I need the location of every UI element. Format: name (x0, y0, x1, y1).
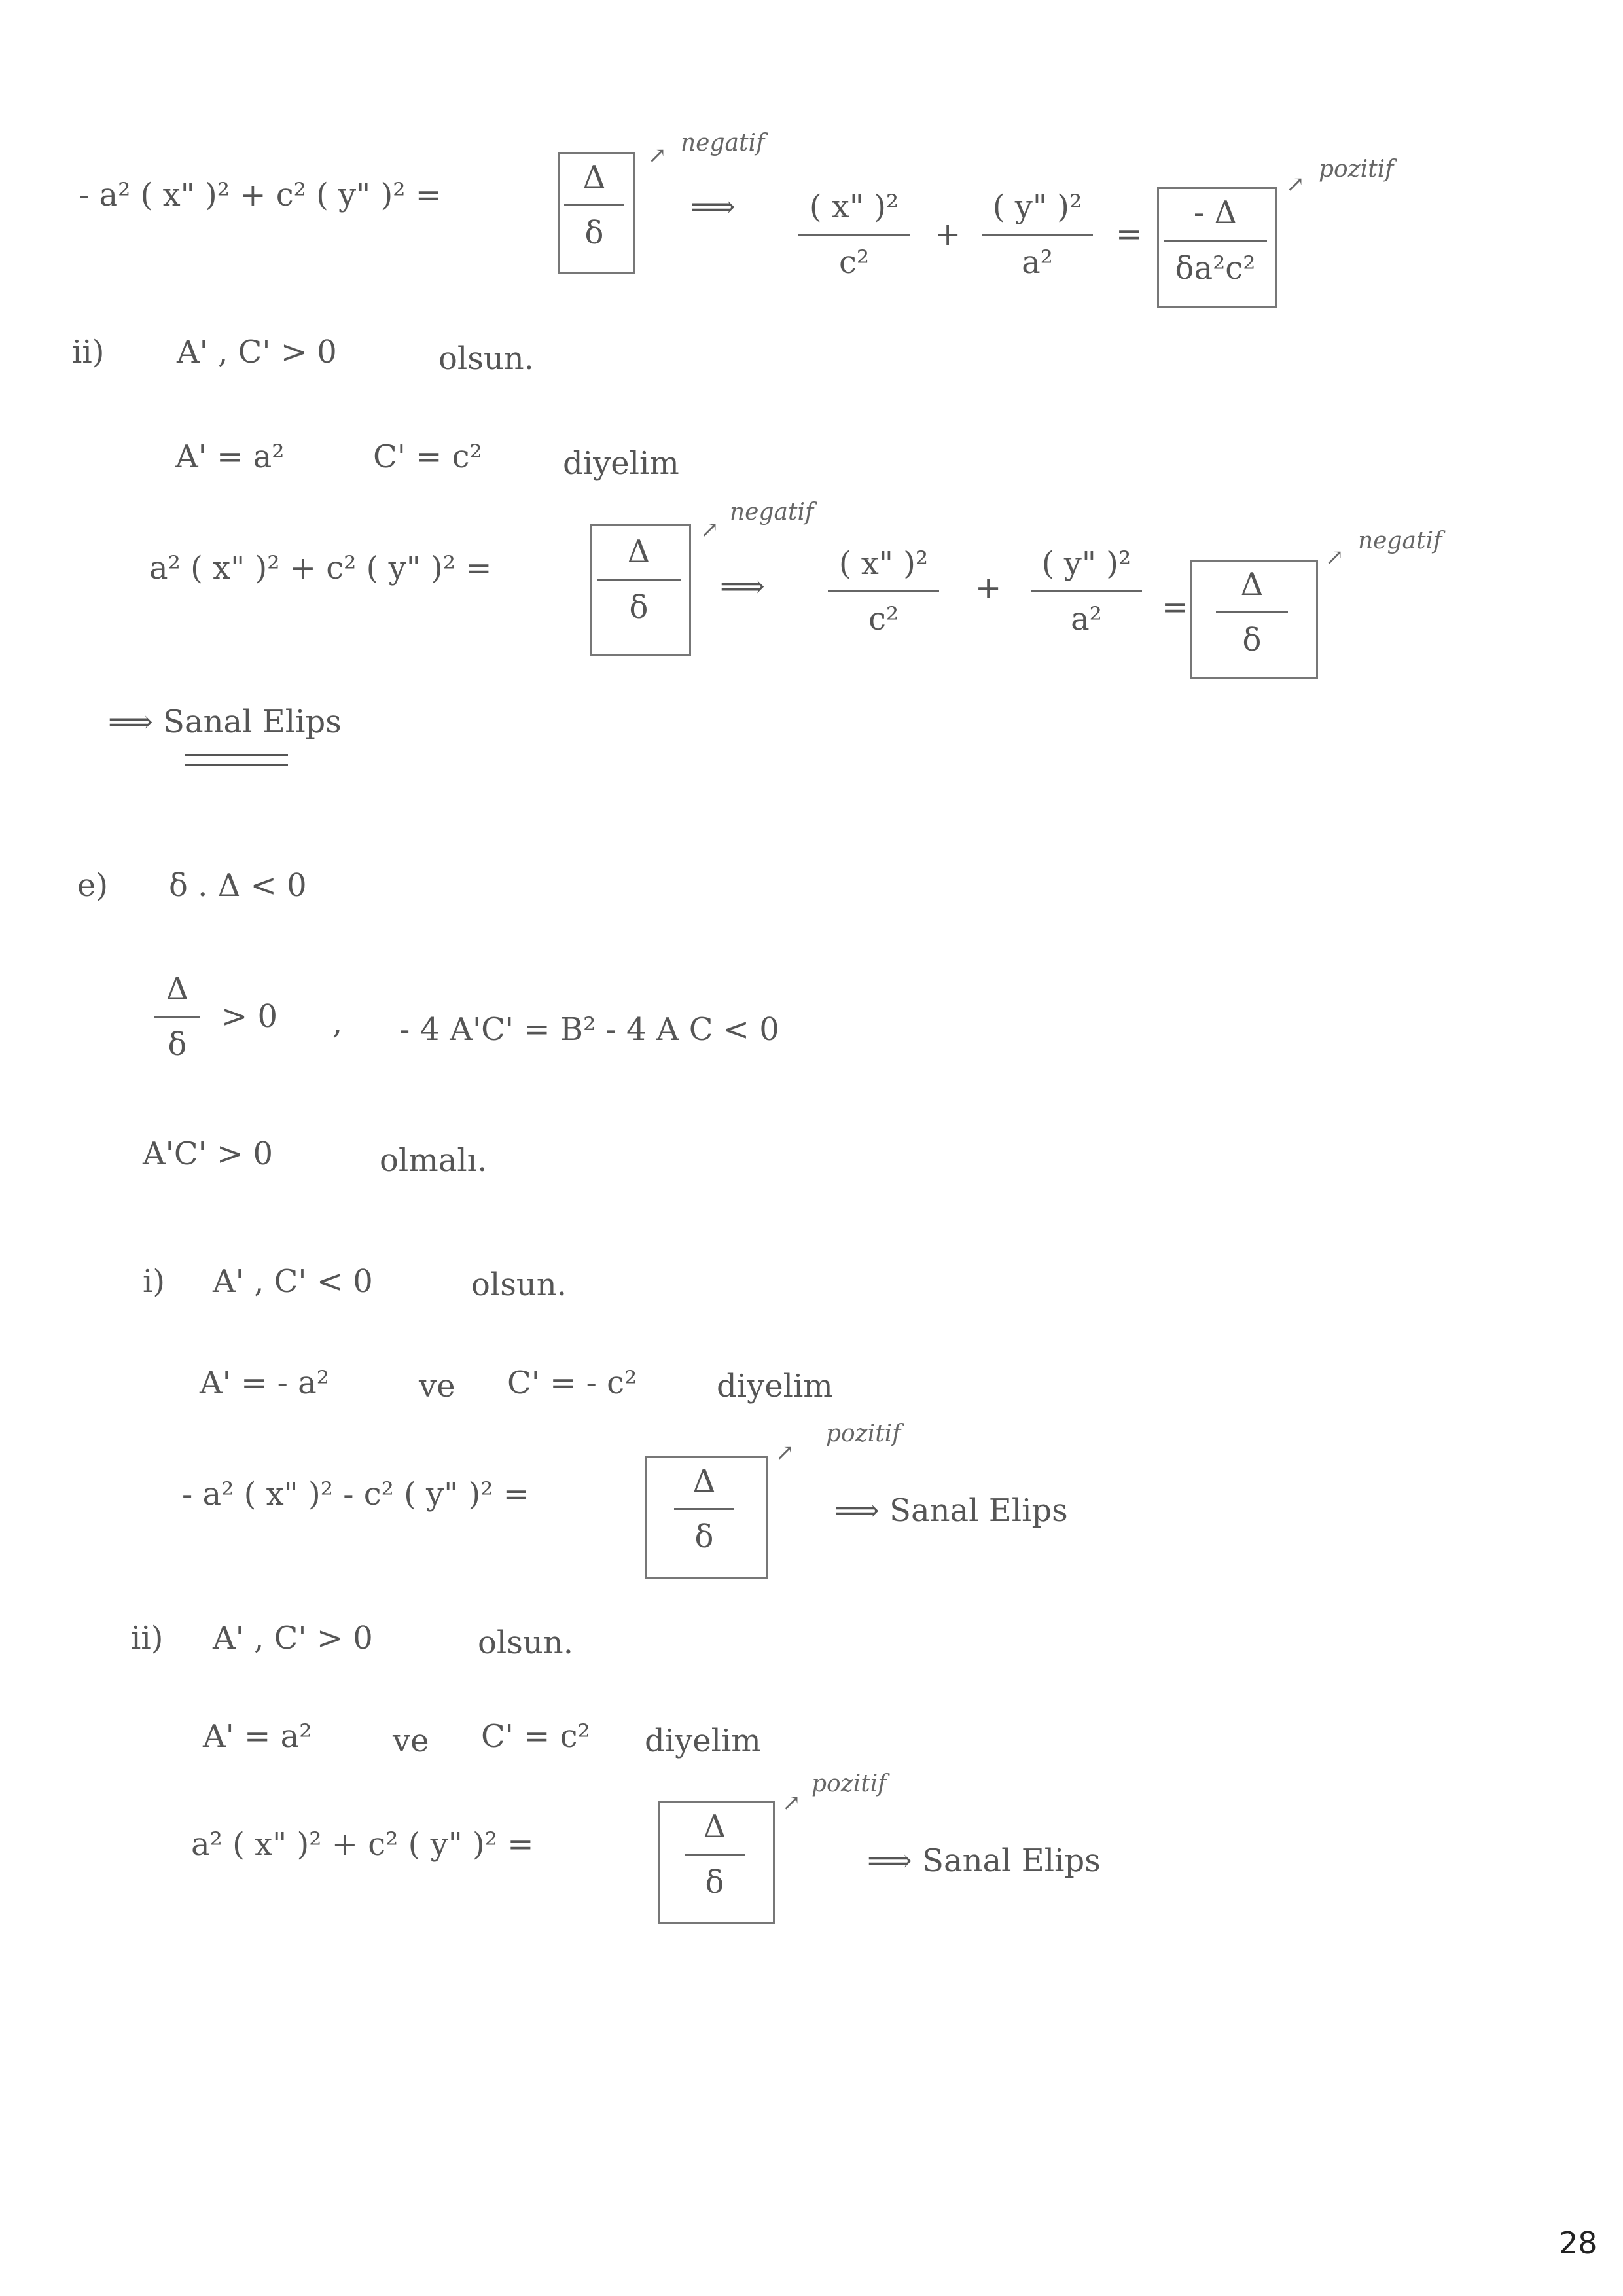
annotation-arrow: ↗ (1286, 171, 1305, 198)
fraction-x-over-c (798, 187, 910, 283)
comma: , (332, 1005, 343, 1041)
implies-symbol: ⟹ (690, 188, 736, 225)
annotation-note: negatif (1358, 528, 1442, 554)
case-label: e) (77, 867, 109, 904)
implies-symbol: ⟹ (720, 568, 765, 605)
equation-2-lhs: a² ( x" )² + c² ( y" )² = (149, 550, 492, 586)
fraction-y-over-a (1031, 543, 1142, 640)
definition-word: diyelim (645, 1723, 761, 1759)
fraction-denominator: a² (1022, 244, 1053, 281)
result-sanal-elips: ⟹ Sanal Elips (834, 1492, 1068, 1529)
fraction-y-over-a (982, 187, 1093, 283)
plus-sign: + (935, 216, 961, 253)
fraction-denominator: δ (629, 589, 649, 626)
discriminant-expression: - 4 A'C' = B² - 4 A C < 0 (399, 1011, 779, 1048)
case-word: olsun. (478, 1624, 573, 1661)
fraction-numerator: Δ (627, 533, 651, 570)
definition-c: C' = c² (373, 439, 482, 475)
fraction-bar (564, 204, 624, 206)
result-sanal-elips: ⟹ Sanal Elips (108, 704, 342, 740)
fraction-numerator: Δ (582, 159, 606, 196)
fraction-denominator: δ (694, 1518, 714, 1556)
result-underline (185, 754, 288, 756)
fraction-numerator: ( y" )² (992, 188, 1082, 225)
fraction-delta-over-delta (154, 969, 200, 1066)
fraction-denominator: a² (1071, 601, 1102, 638)
boxed-fraction-4 (1216, 564, 1288, 661)
equation-1-lhs: - a² ( x" )² + c² ( y" )² = (79, 177, 442, 213)
case-label: ii) (131, 1620, 164, 1657)
boxed-fraction-2 (1164, 192, 1267, 289)
fraction-x-over-c (828, 543, 939, 640)
case-condition: A' , C' > 0 (177, 334, 337, 370)
definition-word: diyelim (563, 445, 679, 482)
greater-than-zero: > 0 (221, 998, 278, 1035)
annotation-arrow: ↗ (700, 517, 719, 543)
fraction-denominator: δ (168, 1026, 187, 1064)
fraction-denominator: δ (1242, 622, 1262, 659)
definition-a: A' = - a² (200, 1365, 329, 1401)
equation-4-lhs: a² ( x" )² + c² ( y" )² = (191, 1826, 534, 1863)
conclusion: A'C' > 0 (143, 1136, 274, 1172)
fraction-bar (828, 590, 939, 592)
fraction-numerator: Δ (166, 971, 189, 1007)
boxed-fraction-1 (564, 157, 624, 254)
definition-word: diyelim (717, 1368, 833, 1405)
fraction-numerator: ( x" )² (809, 188, 899, 225)
fraction-numerator: Δ (703, 1808, 726, 1845)
fraction-denominator: c² (868, 601, 899, 638)
fraction-bar (154, 1016, 200, 1018)
fraction-numerator: ( y" )² (1041, 545, 1132, 582)
boxed-fraction-6 (685, 1806, 745, 1903)
definition-a: A' = a² (203, 1718, 312, 1755)
case-condition: δ . Δ < 0 (169, 867, 307, 904)
result-sanal-elips: ⟹ Sanal Elips (867, 1842, 1101, 1879)
annotation-arrow: ↗ (1325, 545, 1344, 571)
plus-sign: + (975, 569, 1002, 606)
fraction-numerator: - Δ (1193, 194, 1238, 231)
boxed-fraction-5 (674, 1461, 734, 1558)
boxed-fraction-3 (597, 531, 681, 628)
case-word: olsun. (438, 340, 534, 377)
fraction-denominator: δ (705, 1864, 724, 1901)
annotation-arrow: ↗ (782, 1790, 801, 1816)
case-condition: A' , C' < 0 (213, 1263, 373, 1300)
annotation-note: pozitif (1319, 156, 1394, 183)
fraction-bar (674, 1508, 734, 1510)
fraction-denominator: δa²c² (1175, 250, 1256, 287)
page-number: 28 (1559, 2225, 1597, 2261)
fraction-numerator: Δ (1240, 566, 1264, 603)
fraction-denominator: δ (584, 215, 604, 252)
annotation-note: negatif (730, 499, 814, 526)
fraction-bar (685, 1854, 745, 1856)
annotation-note: pozitif (826, 1420, 901, 1447)
case-label: i) (143, 1263, 166, 1300)
fraction-numerator: ( x" )² (838, 545, 929, 582)
case-condition: A' , C' > 0 (213, 1620, 373, 1657)
fraction-bar (1216, 611, 1288, 613)
equation-3-lhs: - a² ( x" )² - c² ( y" )² = (182, 1476, 529, 1513)
case-label: ii) (72, 334, 105, 370)
definition-c: C' = - c² (507, 1365, 637, 1401)
definition-c: C' = c² (481, 1718, 590, 1755)
annotation-arrow: ↗ (776, 1440, 794, 1466)
case-word: olsun. (471, 1266, 567, 1303)
definition-a: A' = a² (175, 439, 285, 475)
result-underline (185, 764, 288, 766)
annotation-arrow: ↗ (648, 143, 667, 169)
fraction-denominator: c² (838, 244, 870, 281)
fraction-bar (597, 579, 681, 581)
equals-sign: = (1116, 216, 1143, 253)
fraction-bar (1031, 590, 1142, 592)
fraction-bar (982, 234, 1093, 236)
definition-ve: ve (393, 1723, 429, 1759)
fraction-bar (798, 234, 910, 236)
fraction-bar (1164, 240, 1267, 242)
definition-ve: ve (419, 1368, 455, 1405)
conclusion-word: olmalı. (380, 1142, 488, 1179)
annotation-note: negatif (681, 130, 765, 156)
fraction-numerator: Δ (692, 1463, 716, 1499)
equals-sign: = (1162, 589, 1188, 626)
annotation-note: pozitif (812, 1770, 887, 1797)
